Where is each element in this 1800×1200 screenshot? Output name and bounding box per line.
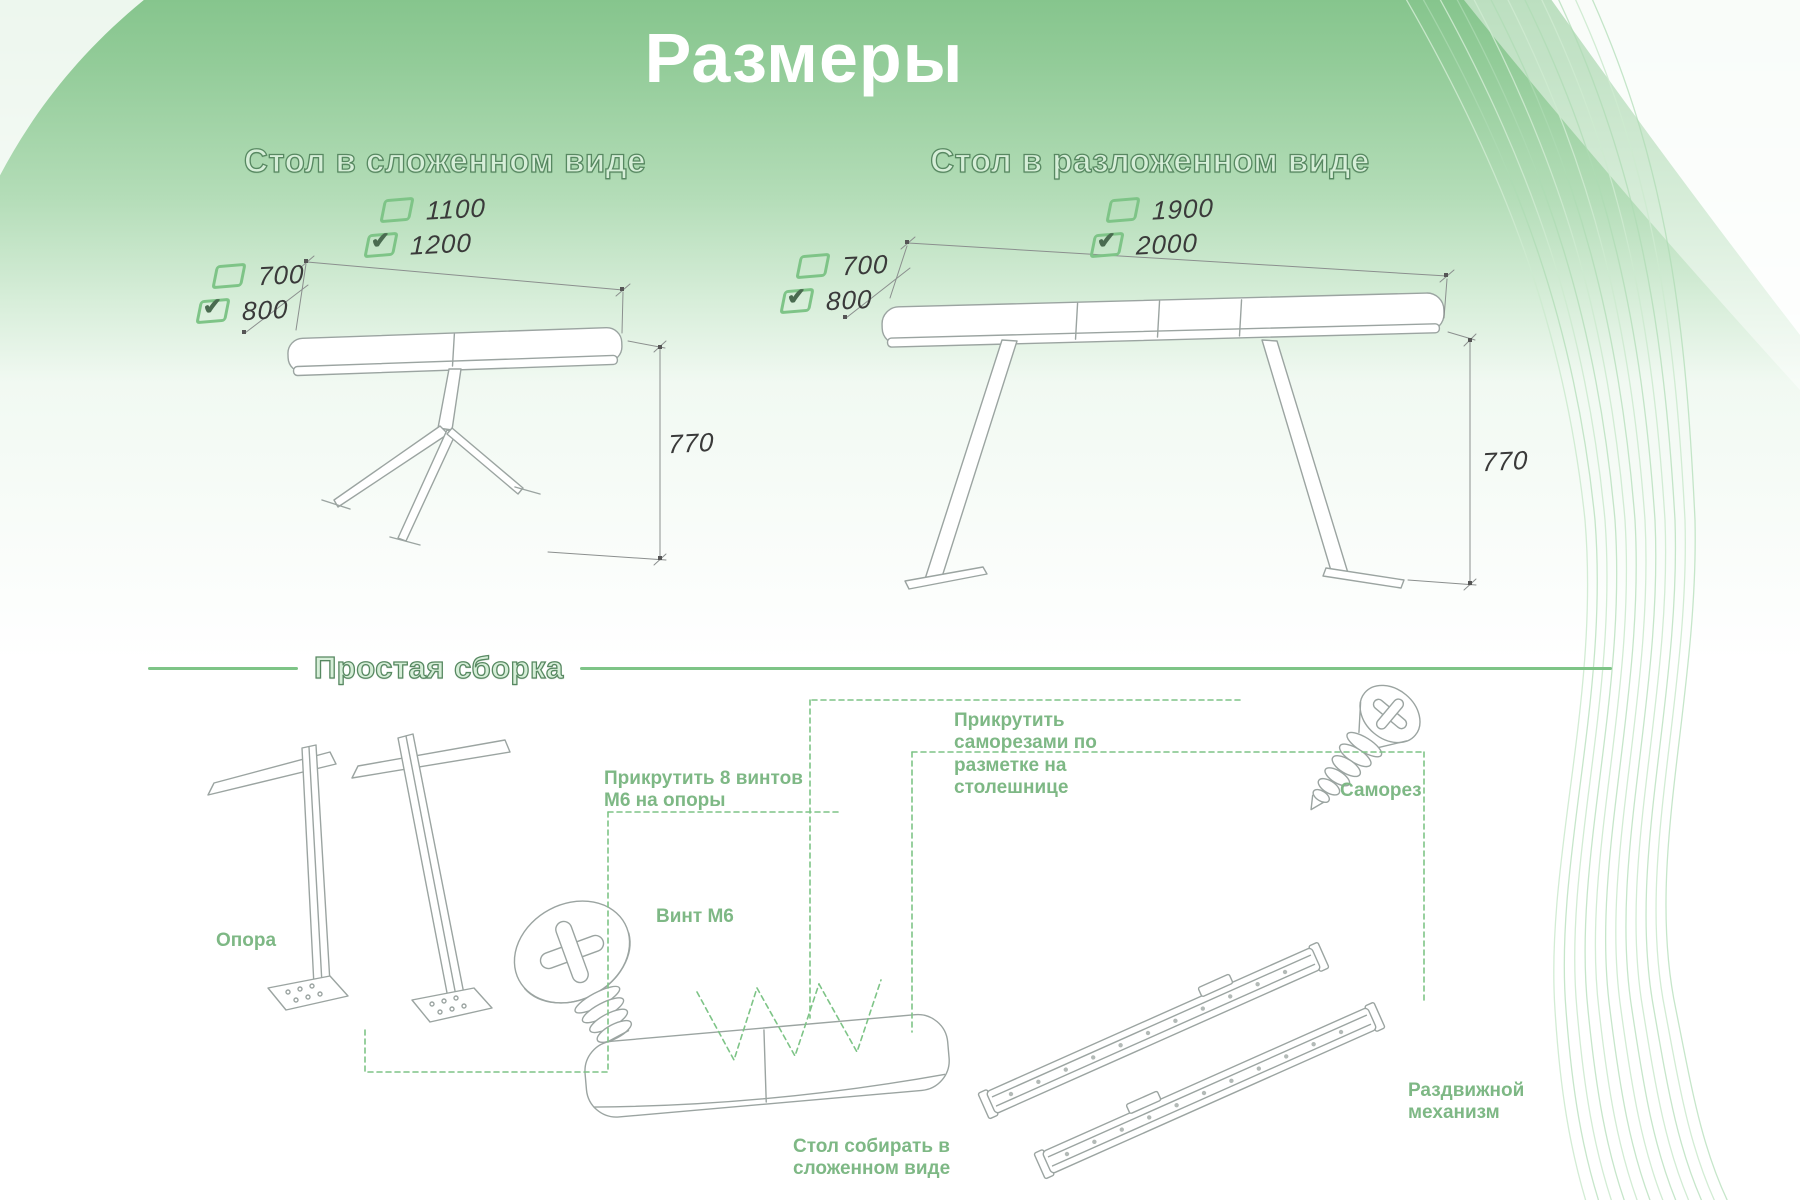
extended-depth-options — [782, 248, 888, 318]
assembly-drawings — [208, 674, 1431, 1179]
folded-tabletop-drawing — [582, 1012, 951, 1119]
checkbox-icon — [1089, 231, 1124, 258]
instruction-screws: Прикрутить саморезами по разметке на столешнице — [954, 710, 1097, 799]
instruction-bolts: Прикрутить 8 винтов М6 на опоры — [604, 768, 803, 812]
screw-label: Саморез — [1340, 780, 1422, 801]
assembly-heading: Простая сборка — [314, 650, 564, 685]
checkbox-icon — [195, 297, 230, 324]
checkbox-icon — [779, 287, 814, 314]
option-row — [382, 192, 486, 227]
dimension-value: 700 — [257, 258, 305, 292]
dimension-value: 700 — [841, 248, 889, 282]
folded-table-drawing — [242, 256, 666, 565]
dimension-value: 800 — [825, 283, 873, 317]
checkbox-icon — [379, 196, 414, 223]
folded-width-options — [366, 192, 486, 262]
dimension-value: 1900 — [1151, 192, 1215, 226]
folded-section-heading: Стол в сложенном виде — [244, 142, 646, 179]
checkbox-icon — [1105, 196, 1140, 223]
option-row — [798, 248, 888, 283]
option-row — [782, 283, 888, 318]
extended-table-drawing — [843, 237, 1476, 590]
option-row — [1092, 227, 1214, 262]
extended-width-options — [1092, 192, 1214, 262]
option-row — [1108, 192, 1214, 227]
extended-section-heading: Стол в разложенном виде — [930, 142, 1370, 179]
checkbox-icon — [363, 231, 398, 258]
dimension-value: 2000 — [1135, 227, 1199, 261]
folded-depth-options — [198, 258, 304, 328]
option-row — [198, 293, 304, 328]
option-row — [214, 258, 304, 293]
option-row — [366, 227, 486, 262]
checkbox-icon — [211, 262, 246, 289]
dimension-value: 1200 — [409, 227, 473, 261]
support-label: Опора — [216, 930, 277, 951]
bolt-label: Винт М6 — [656, 906, 734, 927]
page-title: Размеры — [644, 19, 964, 97]
rails-drawing — [975, 936, 1385, 1179]
divider-line — [148, 667, 298, 670]
divider-line — [580, 667, 1612, 670]
folded-height-value: 770 — [667, 426, 715, 460]
assembly-divider — [148, 650, 1612, 686]
dimension-value: 800 — [241, 293, 289, 327]
assemble-note: Стол собирать в сложенном виде — [793, 1136, 951, 1180]
checkbox-icon — [795, 252, 830, 279]
support-drawing — [208, 734, 510, 1022]
dimension-value: 1100 — [425, 192, 487, 226]
mechanism-label: Раздвижной механизм — [1408, 1080, 1525, 1124]
extended-height-value: 770 — [1481, 444, 1529, 478]
